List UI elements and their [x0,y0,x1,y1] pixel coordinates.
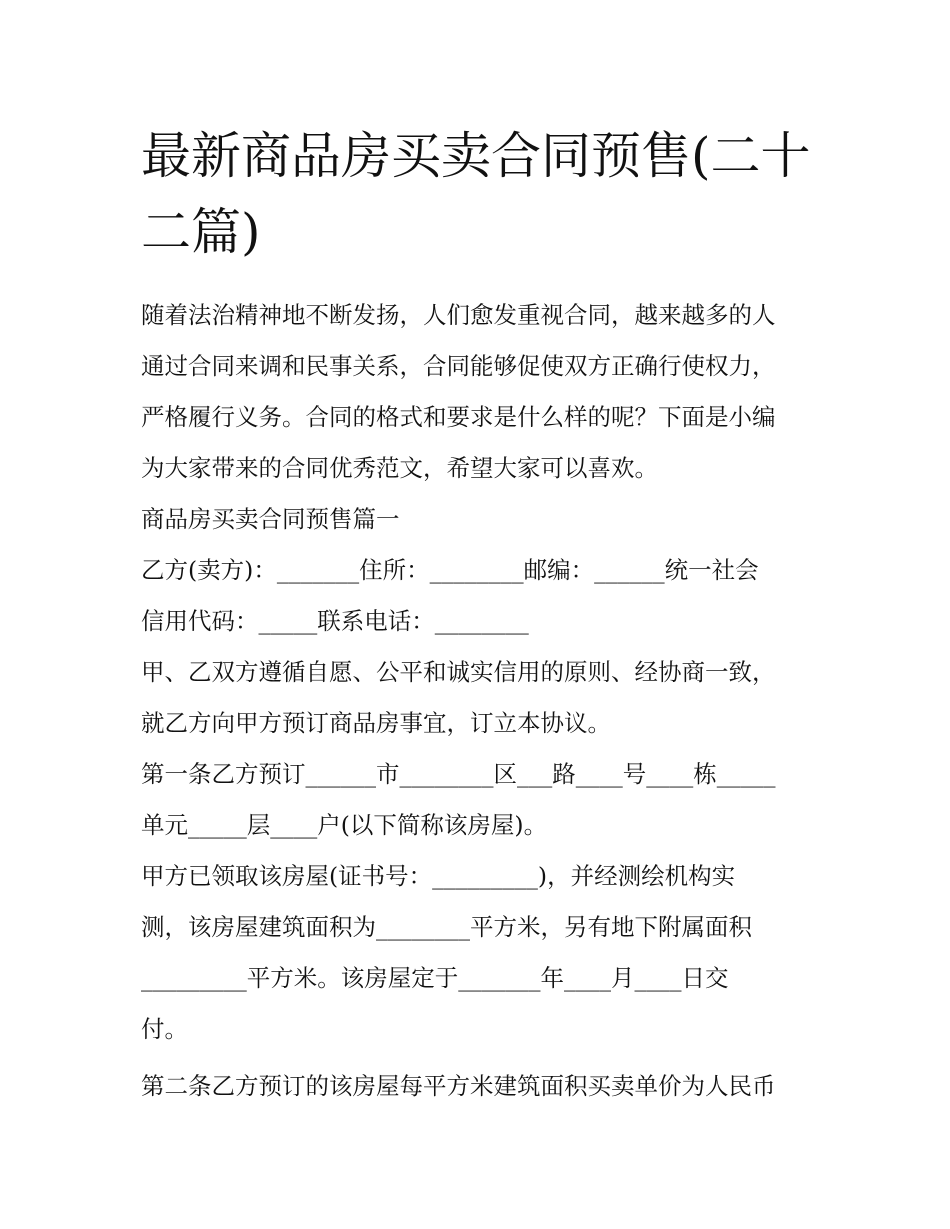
text-line: 信用代码：_____联系电话：________ [141,607,529,635]
title-line: 最新商品房买卖合同预售(二十 [141,127,811,185]
text-line: 乙方(卖方)：_______住所：________邮编：______统一社会 [141,556,759,584]
document-title [141,118,821,270]
article-1-paragraph [141,749,821,851]
text-line: 第一条乙方预订______市________区___路____号____栋_____ [141,760,776,788]
party-info-paragraph [141,545,821,647]
text-line: 付。 [141,1015,188,1043]
text-line: 甲方已领取该房屋(证书号：_________)，并经测绘机构实 [141,862,736,890]
section-heading: 商品房买卖合同预售篇一 [141,505,400,533]
property-paragraph [141,851,821,1055]
article-2-paragraph [141,1061,821,1112]
agreement-paragraph [141,647,821,749]
text-line: 甲、乙双方遵循自愿、公平和诚实信用的原则、经协商一致， [141,658,776,686]
text-line: 随着法治精神地不断发扬，人们愈发重视合同，越来越多的人 [141,301,776,329]
text-line: 第二条乙方预订的该房屋每平方米建筑面积买卖单价为人民币 [141,1072,776,1100]
text-line: 通过合同来调和民事关系，合同能够促使双方正确行使权力， [141,352,776,380]
text-line: 测，该房屋建筑面积为________平方米，另有地下附属面积 [141,913,752,941]
text-line: 就乙方向甲方预订商品房事宜，订立本协议。 [141,709,611,737]
text-line: 为大家带来的合同优秀范文，希望大家可以喜欢。 [141,454,658,482]
text-line: 单元_____层____户(以下简称该房屋)。 [141,811,548,839]
title-line: 二篇) [141,203,261,261]
intro-paragraph [141,290,821,494]
text-line: 严格履行义务。合同的格式和要求是什么样的呢？下面是小编 [141,403,776,431]
text-line: _________平方米。该房屋定于_______年____月____日交 [141,964,729,992]
document-body [141,118,821,1112]
